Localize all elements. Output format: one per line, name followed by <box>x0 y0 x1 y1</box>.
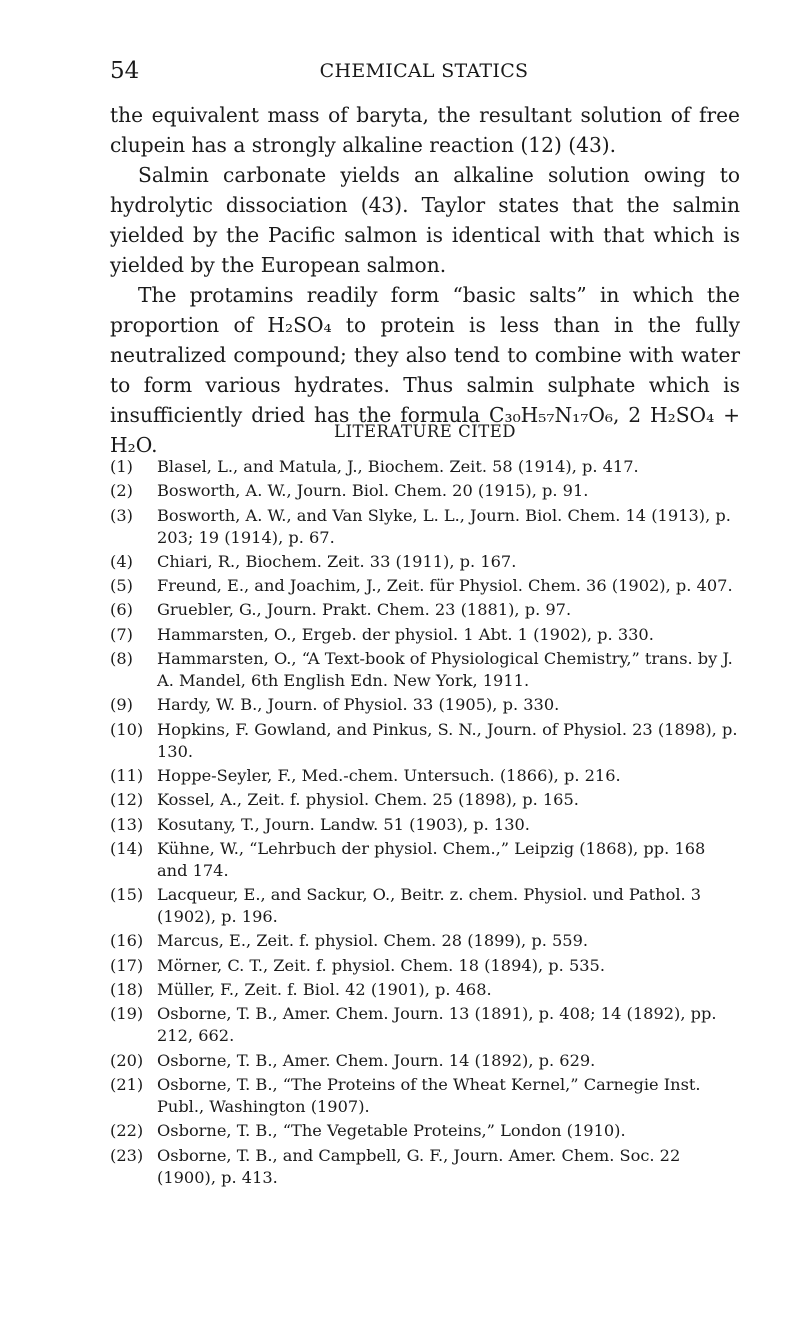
reference-number: (2) <box>110 481 133 501</box>
reference-item <box>110 1145 740 1189</box>
reference-number: (10) <box>110 719 144 739</box>
reference-number: (12) <box>110 790 144 810</box>
reference-text: Osborne, T. B., “The Proteins of the Wheat Kernel,” Carnegie Inst. Publ., Washington (1907). <box>157 1074 701 1116</box>
reference-text: Bosworth, A. W., and Van Slyke, L. L., Journ. Biol. Chem. 14 (1913), p. 203; 19 (1914), p. 67. <box>157 505 731 547</box>
reference-item <box>110 719 740 763</box>
reference-item <box>110 955 740 977</box>
reference-list <box>110 456 740 1191</box>
paragraph: the equivalent mass of baryta, the resultant solution of free clupein has a strongly alkaline reaction (12) (43). <box>110 103 740 157</box>
paragraph: Salmin carbonate yields an alkaline solution owing to hydrolytic dissociation (43). Taylor states that the salmin yielded by the Pacific salmon is identical with that which is yielded by the European salmon. <box>110 163 740 277</box>
paragraph: The protamins readily form “basic salts” in which the proportion of H₂SO₄ to protein is less than in the fully neutralized compound; they also tend to combine with water to form various hydrates. Thus salmin sulphate which is insufficiently dried has the formula C₃₀H₅₇N₁₇O₆, 2 H₂SO₄ + H₂O. <box>110 283 740 457</box>
reference-number: (4) <box>110 551 133 571</box>
reference-text: Kühne, W., “Lehrbuch der physiol. Chem.,” Leipzig (1868), pp. 168 and 174. <box>157 838 706 880</box>
reference-item <box>110 575 740 597</box>
reference-text: Freund, E., and Joachim, J., Zeit. für Physiol. Chem. 36 (1902), p. 407. <box>157 576 733 596</box>
reference-text: Hardy, W. B., Journ. of Physiol. 33 (1905), p. 330. <box>157 695 560 715</box>
reference-number: (23) <box>110 1145 144 1165</box>
reference-item <box>110 1003 740 1047</box>
reference-number: (5) <box>110 576 133 596</box>
reference-number: (18) <box>110 980 144 1000</box>
reference-item <box>110 930 740 952</box>
reference-number: (3) <box>110 505 133 525</box>
reference-item <box>110 599 740 621</box>
reference-item <box>110 1120 740 1142</box>
reference-text: Hopkins, F. Gowland, and Pinkus, S. N., Journ. of Physiol. 23 (1898), p. 130. <box>157 719 738 761</box>
reference-text: Lacqueur, E., and Sackur, O., Beitr. z. chem. Physiol. und Pathol. 3 (1902), p. 196. <box>157 885 702 927</box>
page-header <box>110 58 738 86</box>
reference-item <box>110 838 740 882</box>
reference-item <box>110 1050 740 1072</box>
reference-text: Hoppe-Seyler, F., Med.-chem. Untersuch. (1866), p. 216. <box>157 765 621 785</box>
reference-number: (19) <box>110 1004 144 1024</box>
reference-number: (6) <box>110 600 133 620</box>
reference-item <box>110 1074 740 1118</box>
reference-text: Bosworth, A. W., Journ. Biol. Chem. 20 (1915), p. 91. <box>157 481 589 501</box>
reference-number: (17) <box>110 955 144 975</box>
reference-item <box>110 480 740 502</box>
reference-text: Gruebler, G., Journ. Prakt. Chem. 23 (1881), p. 97. <box>157 600 572 620</box>
reference-text: Osborne, T. B., “The Vegetable Proteins,” London (1910). <box>157 1121 626 1141</box>
reference-item <box>110 979 740 1001</box>
reference-item <box>110 765 740 787</box>
body-text <box>110 100 740 460</box>
reference-number: (7) <box>110 624 133 644</box>
reference-number: (13) <box>110 814 144 834</box>
reference-text: Osborne, T. B., and Campbell, G. F., Journ. Amer. Chem. Soc. 22 (1900), p. 413. <box>157 1145 681 1187</box>
reference-text: Müller, F., Zeit. f. Biol. 42 (1901), p. 468. <box>157 980 492 1000</box>
reference-text: Osborne, T. B., Amer. Chem. Journ. 14 (1892), p. 629. <box>157 1050 596 1070</box>
reference-number: (9) <box>110 695 133 715</box>
reference-text: Hammarsten, O., “A Text-book of Physiological Chemistry,” trans. by J. A. Mandel, 6th English Edn. New York, 1911. <box>157 649 733 691</box>
reference-text: Blasel, L., and Matula, J., Biochem. Zeit. 58 (1914), p. 417. <box>157 457 639 476</box>
reference-number: (16) <box>110 931 144 951</box>
reference-item <box>110 648 740 692</box>
reference-item <box>110 814 740 836</box>
reference-item <box>110 505 740 549</box>
reference-number: (1) <box>110 457 133 476</box>
reference-text: Osborne, T. B., Amer. Chem. Journ. 13 (1891), p. 408; 14 (1892), pp. 212, 662. <box>157 1004 717 1046</box>
reference-text: Mörner, C. T., Zeit. f. physiol. Chem. 18 (1894), p. 535. <box>157 955 605 975</box>
reference-text: Marcus, E., Zeit. f. physiol. Chem. 28 (1899), p. 559. <box>157 931 589 951</box>
reference-text: Chiari, R., Biochem. Zeit. 33 (1911), p. 167. <box>157 551 517 571</box>
page-number: 54 <box>110 58 140 84</box>
reference-item <box>110 789 740 811</box>
reference-number: (11) <box>110 765 144 785</box>
reference-item <box>110 694 740 716</box>
reference-number: (21) <box>110 1074 144 1094</box>
reference-number: (15) <box>110 885 144 905</box>
reference-text: Kossel, A., Zeit. f. physiol. Chem. 25 (1898), p. 165. <box>157 790 579 810</box>
reference-text: Hammarsten, O., Ergeb. der physiol. 1 Abt. 1 (1902), p. 330. <box>157 624 654 644</box>
reference-number: (8) <box>110 649 133 669</box>
reference-number: (14) <box>110 838 144 858</box>
reference-number: (20) <box>110 1050 144 1070</box>
reference-item <box>110 456 740 478</box>
reference-text: Kosutany, T., Journ. Landw. 51 (1903), p. 130. <box>157 814 530 834</box>
section-title: LITERATURE CITED <box>333 422 516 441</box>
reference-item <box>110 884 740 928</box>
running-title: CHEMICAL STATICS <box>319 60 529 82</box>
reference-number: (22) <box>110 1121 144 1141</box>
reference-item <box>110 551 740 573</box>
reference-item <box>110 624 740 646</box>
